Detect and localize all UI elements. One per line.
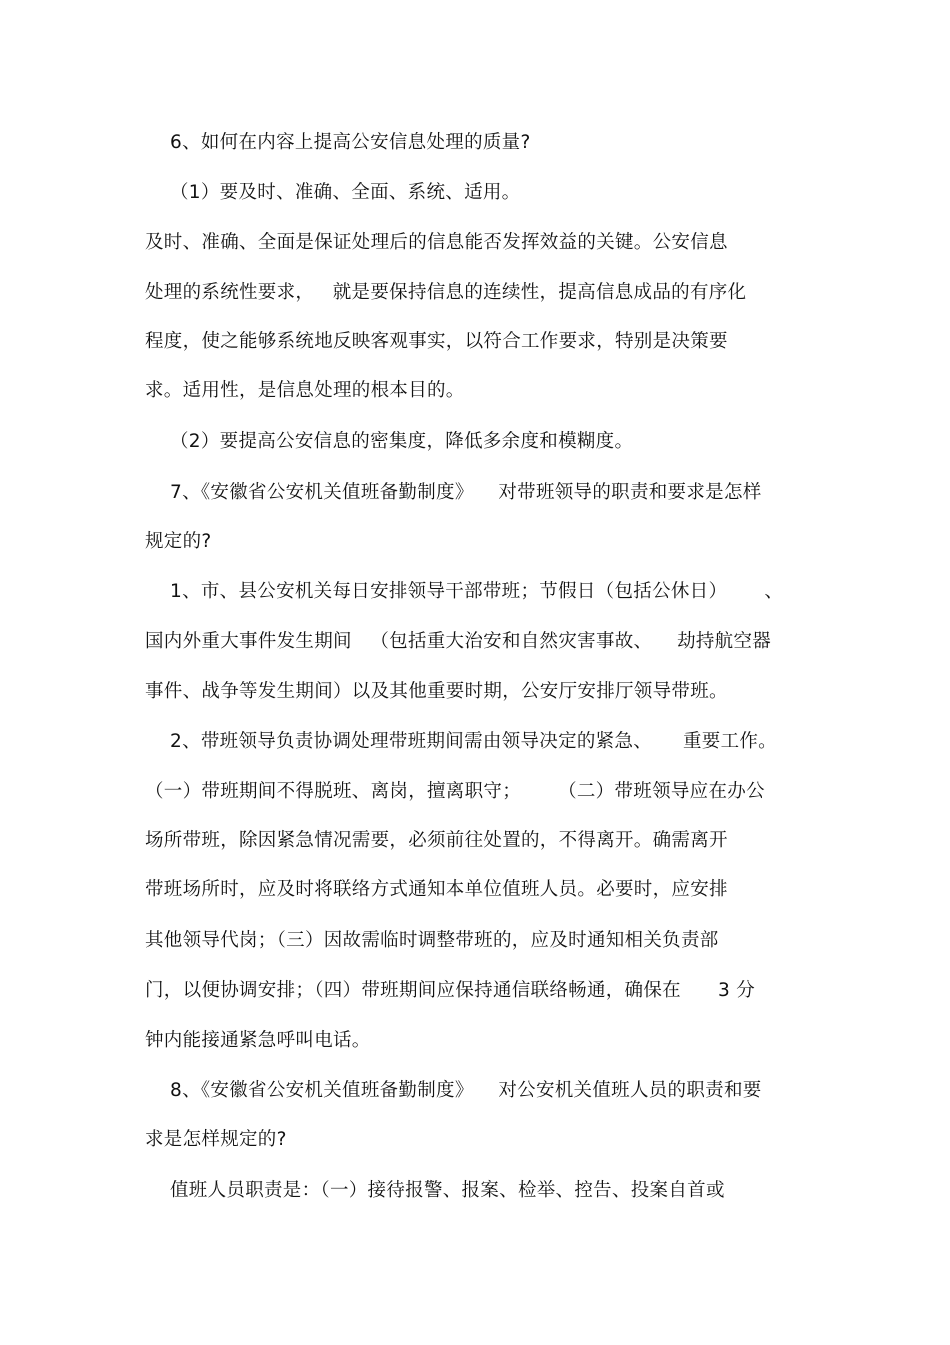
answer-8-paragraph: 值班人员职责是：（一）接待报警、报案、检举、控告、投案自首或: [170, 1180, 725, 1201]
answer-6-point-1: （1）要及时、准确、全面、系统、适用。: [170, 182, 521, 203]
answer-7-item-1: 1、市、县公安机关每日安排领导干部带班；节假日（包括公休日） 、: [170, 581, 784, 602]
question-8-heading-cont: 求是怎样规定的?: [145, 1129, 287, 1150]
paragraph-line: 带班场所时，应及时将联络方式通知本单位值班人员。必要时，应安排: [145, 879, 728, 900]
question-7-heading: 7、《安徽省公安机关值班备勤制度》 对带班领导的职责和要求是怎样: [170, 482, 762, 503]
paragraph-line: 其他领导代岗；（三）因故需临时调整带班的，应及时通知相关负责部: [145, 930, 719, 951]
answer-6-point-2: （2）要提高公安信息的密集度，降低多余度和模糊度。: [170, 431, 634, 452]
paragraph-line: （一）带班期间不得脱班、离岗，擅离职守； （二）带班领导应在办公: [145, 781, 765, 802]
paragraph-line: 门，以便协调安排；（四）带班期间应保持通信联络畅通，确保在 3 分: [145, 980, 756, 1001]
paragraph-line: 程度，使之能够系统地反映客观事实，以符合工作要求，特别是决策要: [145, 331, 728, 352]
question-8-heading: 8、《安徽省公安机关值班备勤制度》 对公安机关值班人员的职责和要: [170, 1080, 762, 1101]
paragraph-line: 求。适用性，是信息处理的根本目的。: [145, 380, 465, 401]
question-6-heading: 6、如何在内容上提高公安信息处理的质量?: [170, 132, 531, 153]
paragraph-line: 场所带班，除因紧急情况需要，必须前往处置的，不得离开。确需离开: [145, 830, 728, 851]
answer-7-item-2: 2、带班领导负责协调处理带班期间需由领导决定的紧急、 重要工作。: [170, 731, 777, 752]
paragraph-line: 国内外重大事件发生期间 （包括重大治安和自然灾害事故、 劫持航空器: [145, 631, 772, 652]
paragraph-line: 及时、准确、全面是保证处理后的信息能否发挥效益的关键。公安信息: [145, 232, 728, 253]
paragraph-line: 处理的系统性要求， 就是要保持信息的连续性，提高信息成品的有序化: [145, 282, 747, 303]
question-7-heading-cont: 规定的?: [145, 531, 212, 552]
paragraph-line: 钟内能接通紧急呼叫电话。: [145, 1030, 371, 1051]
paragraph-line: 事件、战争等发生期间）以及其他重要时期，公安厅安排厅领导带班。: [145, 681, 728, 702]
